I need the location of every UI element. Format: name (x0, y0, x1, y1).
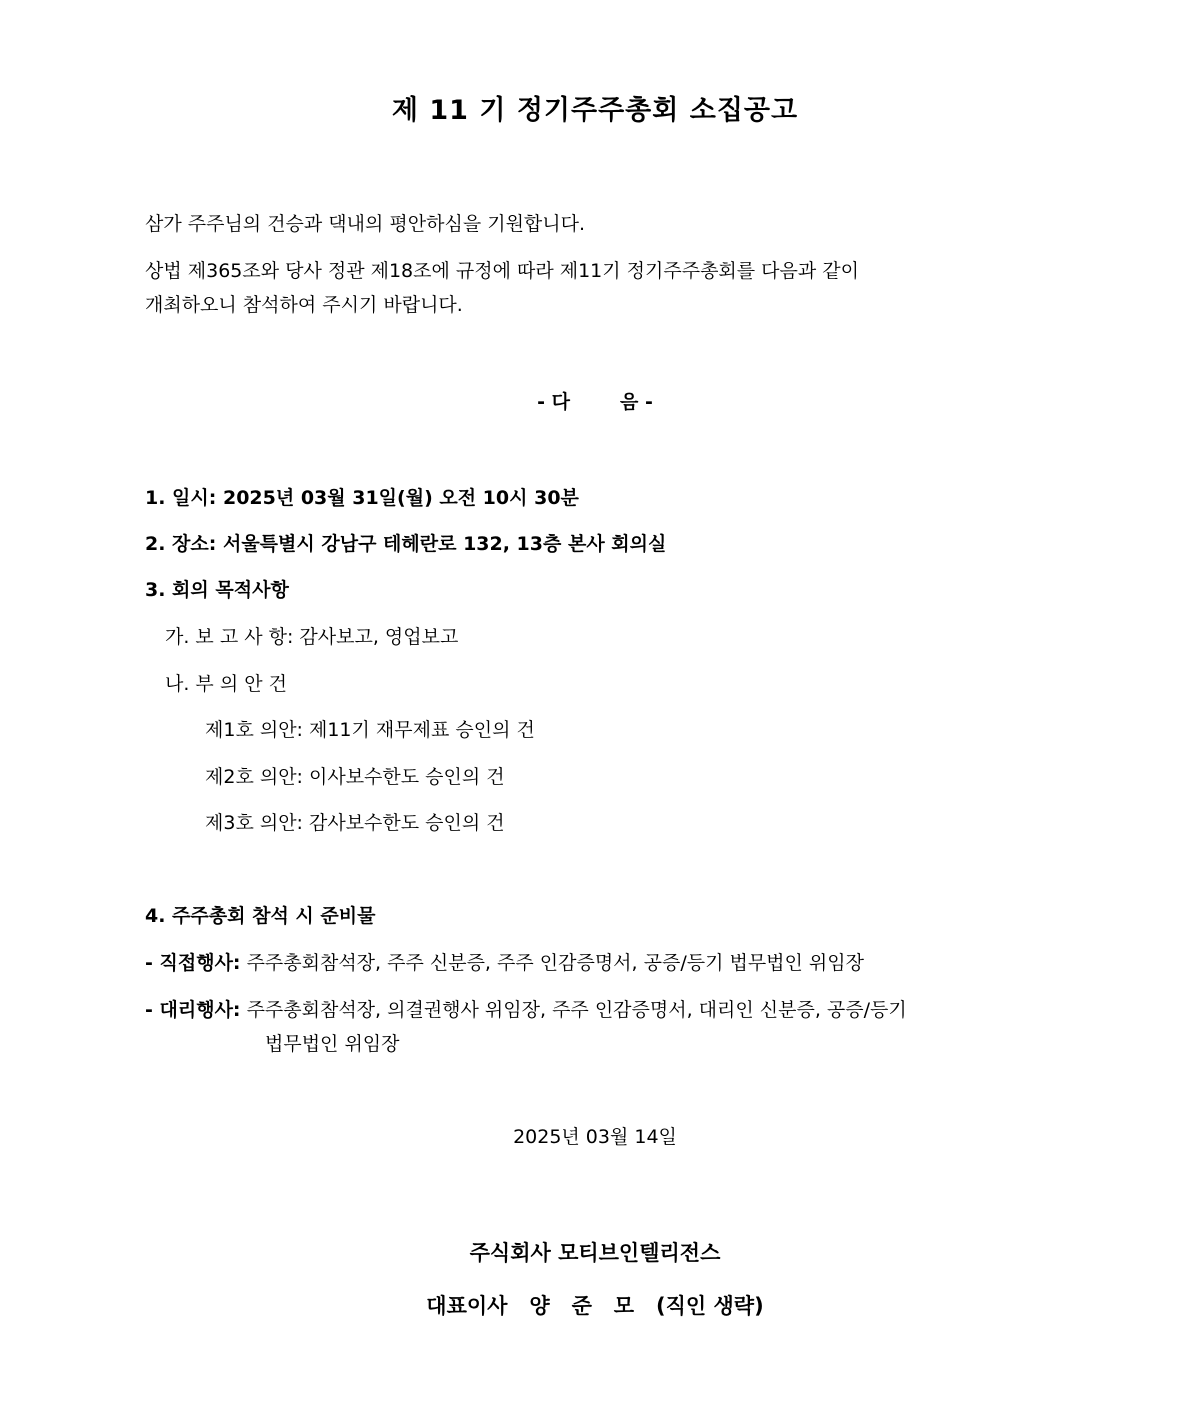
notice-date: 2025년 03월 14일 (513, 1126, 677, 1148)
item-prep-heading: 4. 주주총회 참석 시 준비물 (145, 905, 376, 927)
prep-direct-label: - 직접행사: (145, 952, 241, 974)
prep-proxy-text-cont: 법무법인 위임장 (265, 1033, 400, 1055)
intro-line-2: 개최하오니 참석하여 주시기 바랍니다. (145, 294, 463, 316)
prep-direct (145, 950, 864, 976)
prep-proxy-text: 주주총회참석장, 의결권행사 위임장, 주주 인감증명서, 대리인 신분증, 공증/등기 (246, 999, 907, 1021)
next-heading-right: 음 - (620, 391, 653, 413)
item-agenda-heading: 3. 회의 목적사항 (145, 579, 289, 601)
agenda-report: 가. 보 고 사 항: 감사보고, 영업보고 (165, 626, 459, 648)
page-title: 제 11 기 정기주주총회 소집공고 (391, 95, 799, 126)
prep-proxy-label: - 대리행사: (145, 999, 241, 1021)
prep-direct-text: 주주총회참석장, 주주 신분증, 주주 인감증명서, 공증/등기 법무법인 위임장 (246, 952, 864, 974)
prep-proxy (145, 997, 907, 1023)
item-place: 2. 장소: 서울특별시 강남구 테헤란로 132, 13층 본사 회의실 (145, 533, 667, 555)
bill-2: 제2호 의안: 이사보수한도 승인의 건 (205, 766, 505, 788)
item-datetime: 1. 일시: 2025년 03월 31일(월) 오전 10시 30분 (145, 487, 579, 509)
bill-3: 제3호 의안: 감사보수한도 승인의 건 (205, 812, 505, 834)
next-heading-left: - 다 (537, 391, 570, 413)
company-name: 주식회사 모티브인텔리전스 (469, 1241, 721, 1265)
next-heading (0, 387, 1190, 414)
bill-1: 제1호 의안: 제11기 재무제표 승인의 건 (205, 719, 535, 741)
intro-line-1: 상법 제365조와 당사 정관 제18조에 규정에 따라 제11기 정기주주총회를 다음과 같이 (145, 260, 859, 282)
greeting-text: 삼가 주주님의 건승과 댁내의 평안하심을 기원합니다. (145, 213, 586, 235)
representative-line: 대표이사 양 준 모 (직인 생략) (426, 1294, 764, 1318)
agenda-resolution: 나. 부 의 안 건 (165, 673, 287, 695)
